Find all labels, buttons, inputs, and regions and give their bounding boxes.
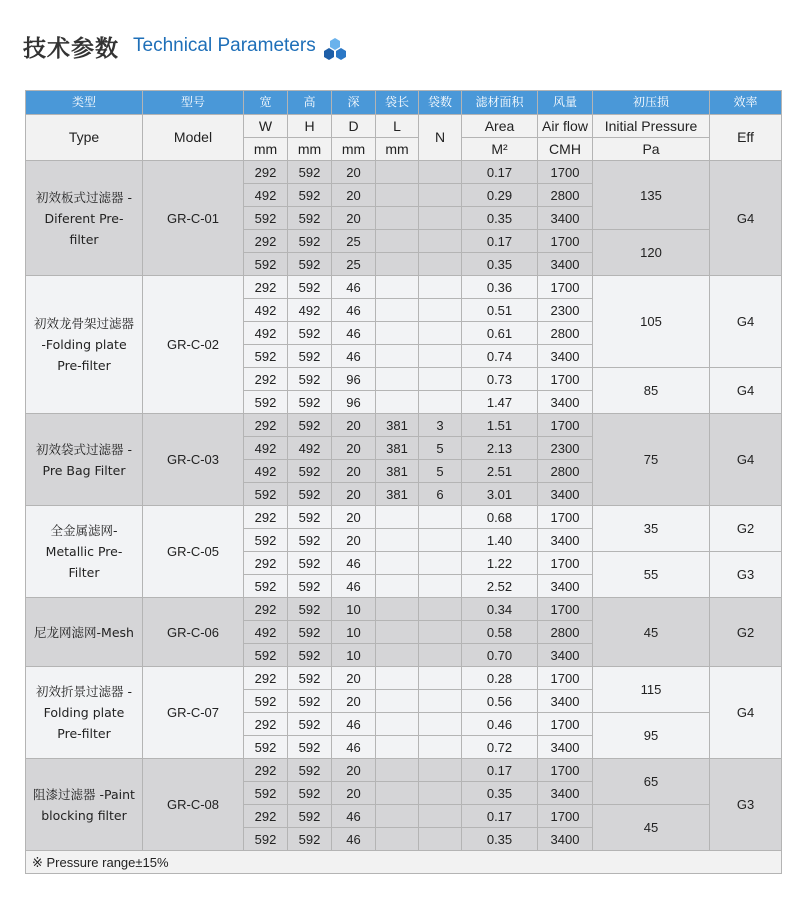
value-cell-area: 1.22 (462, 552, 538, 575)
value-cell-l (376, 621, 419, 644)
pressure-cell: 105 (593, 276, 710, 368)
col-header-cn: 效率 (710, 91, 782, 115)
value-cell-flow: 2800 (538, 460, 593, 483)
value-cell-w: 592 (244, 207, 288, 230)
value-cell-area: 0.74 (462, 345, 538, 368)
value-cell-d: 20 (332, 414, 376, 437)
value-cell-flow: 2800 (538, 322, 593, 345)
pressure-range-note: ※ Pressure range±15% (26, 851, 782, 874)
value-cell-area: 0.61 (462, 322, 538, 345)
value-cell-d: 96 (332, 368, 376, 391)
col-header-en: Air flow (538, 115, 593, 138)
value-cell-h: 592 (288, 230, 332, 253)
value-cell-l (376, 736, 419, 759)
value-cell-flow: 3400 (538, 483, 593, 506)
value-cell-n (419, 759, 462, 782)
value-cell-area: 0.68 (462, 506, 538, 529)
value-cell-w: 492 (244, 184, 288, 207)
value-cell-l (376, 759, 419, 782)
value-cell-h: 592 (288, 782, 332, 805)
pressure-cell: 115 (593, 667, 710, 713)
col-header-en: W (244, 115, 288, 138)
value-cell-h: 592 (288, 184, 332, 207)
value-cell-l (376, 667, 419, 690)
unit-cell: M² (462, 138, 538, 161)
value-cell-d: 20 (332, 782, 376, 805)
value-cell-n (419, 713, 462, 736)
value-cell-w: 592 (244, 736, 288, 759)
value-cell-n: 5 (419, 460, 462, 483)
col-header-cn: 袋长 (376, 91, 419, 115)
col-header-en: L (376, 115, 419, 138)
value-cell-w: 492 (244, 460, 288, 483)
value-cell-l: 381 (376, 414, 419, 437)
value-cell-area: 1.51 (462, 414, 538, 437)
value-cell-w: 292 (244, 598, 288, 621)
value-cell-h: 592 (288, 644, 332, 667)
value-cell-area: 0.34 (462, 598, 538, 621)
value-cell-h: 492 (288, 299, 332, 322)
value-cell-area: 0.29 (462, 184, 538, 207)
efficiency-cell: G3 (710, 552, 782, 598)
value-cell-n (419, 667, 462, 690)
value-cell-h: 592 (288, 621, 332, 644)
value-cell-l (376, 506, 419, 529)
page-title-cn: 技术参数 (23, 35, 119, 62)
value-cell-l (376, 391, 419, 414)
col-header-cn: 深 (332, 91, 376, 115)
value-cell-h: 592 (288, 529, 332, 552)
table-row (26, 276, 782, 299)
unit-cell: mm (244, 138, 288, 161)
value-cell-h: 592 (288, 345, 332, 368)
value-cell-area: 3.01 (462, 483, 538, 506)
value-cell-area: 0.58 (462, 621, 538, 644)
value-cell-n (419, 782, 462, 805)
value-cell-flow: 3400 (538, 253, 593, 276)
efficiency-cell: G3 (710, 759, 782, 851)
value-cell-flow: 1700 (538, 667, 593, 690)
value-cell-area: 0.35 (462, 207, 538, 230)
value-cell-l (376, 207, 419, 230)
value-cell-flow: 1700 (538, 805, 593, 828)
value-cell-flow: 3400 (538, 575, 593, 598)
col-header-cn: 高 (288, 91, 332, 115)
value-cell-area: 0.70 (462, 644, 538, 667)
value-cell-flow: 3400 (538, 736, 593, 759)
value-cell-flow: 1700 (538, 598, 593, 621)
value-cell-n (419, 575, 462, 598)
pressure-cell: 135 (593, 161, 710, 230)
value-cell-h: 592 (288, 759, 332, 782)
value-cell-area: 0.17 (462, 161, 538, 184)
value-cell-w: 592 (244, 529, 288, 552)
value-cell-l: 381 (376, 460, 419, 483)
value-cell-n (419, 736, 462, 759)
pressure-cell: 95 (593, 713, 710, 759)
value-cell-d: 20 (332, 667, 376, 690)
value-cell-flow: 3400 (538, 391, 593, 414)
pressure-cell: 55 (593, 552, 710, 598)
value-cell-h: 592 (288, 161, 332, 184)
value-cell-w: 292 (244, 414, 288, 437)
value-cell-flow: 1700 (538, 230, 593, 253)
col-header-cn: 袋数 (419, 91, 462, 115)
efficiency-cell: G4 (710, 414, 782, 506)
value-cell-flow: 2800 (538, 184, 593, 207)
value-cell-d: 25 (332, 230, 376, 253)
value-cell-w: 292 (244, 805, 288, 828)
value-cell-w: 292 (244, 230, 288, 253)
model-cell: GR-C-07 (143, 667, 244, 759)
value-cell-d: 10 (332, 598, 376, 621)
value-cell-w: 592 (244, 828, 288, 851)
value-cell-w: 492 (244, 621, 288, 644)
value-cell-l (376, 598, 419, 621)
pressure-cell: 85 (593, 368, 710, 414)
value-cell-area: 0.73 (462, 368, 538, 391)
value-cell-l: 381 (376, 483, 419, 506)
value-cell-n (419, 230, 462, 253)
value-cell-d: 46 (332, 713, 376, 736)
value-cell-area: 0.28 (462, 667, 538, 690)
value-cell-h: 592 (288, 598, 332, 621)
value-cell-flow: 1700 (538, 276, 593, 299)
value-cell-l (376, 299, 419, 322)
value-cell-h: 592 (288, 713, 332, 736)
value-cell-h: 592 (288, 575, 332, 598)
efficiency-cell: G2 (710, 506, 782, 552)
value-cell-l (376, 552, 419, 575)
value-cell-d: 20 (332, 529, 376, 552)
pressure-cell: 65 (593, 759, 710, 805)
col-header-en: Type (26, 115, 143, 161)
value-cell-area: 0.17 (462, 230, 538, 253)
col-header-cn: 风量 (538, 91, 593, 115)
value-cell-d: 20 (332, 483, 376, 506)
page-header (23, 28, 348, 64)
filter-type-cell: 尼龙网滤网-Mesh (26, 598, 143, 667)
value-cell-d: 46 (332, 322, 376, 345)
value-cell-flow: 1700 (538, 552, 593, 575)
value-cell-area: 0.56 (462, 690, 538, 713)
value-cell-l (376, 713, 419, 736)
value-cell-d: 46 (332, 299, 376, 322)
value-cell-area: 0.36 (462, 276, 538, 299)
value-cell-h: 592 (288, 460, 332, 483)
value-cell-w: 292 (244, 506, 288, 529)
page-title-en: Technical Parameters (133, 35, 316, 56)
filter-type-cell: 初效袋式过滤器 -Pre Bag Filter (26, 414, 143, 506)
unit-cell: Pa (593, 138, 710, 161)
value-cell-n (419, 345, 462, 368)
value-cell-d: 46 (332, 345, 376, 368)
value-cell-h: 492 (288, 437, 332, 460)
header-row-en (26, 115, 782, 138)
filter-type-cell: 全金属滤网-Metallic Pre-Filter (26, 506, 143, 598)
value-cell-n (419, 621, 462, 644)
value-cell-d: 46 (332, 276, 376, 299)
value-cell-d: 20 (332, 506, 376, 529)
value-cell-n: 5 (419, 437, 462, 460)
value-cell-d: 20 (332, 460, 376, 483)
value-cell-n (419, 184, 462, 207)
value-cell-area: 0.35 (462, 782, 538, 805)
value-cell-flow: 3400 (538, 207, 593, 230)
value-cell-h: 592 (288, 506, 332, 529)
value-cell-h: 592 (288, 368, 332, 391)
value-cell-l (376, 276, 419, 299)
value-cell-d: 46 (332, 575, 376, 598)
value-cell-w: 592 (244, 644, 288, 667)
value-cell-h: 592 (288, 828, 332, 851)
value-cell-flow: 2800 (538, 621, 593, 644)
value-cell-area: 2.51 (462, 460, 538, 483)
value-cell-n (419, 506, 462, 529)
value-cell-n: 6 (419, 483, 462, 506)
value-cell-l: 381 (376, 437, 419, 460)
unit-cell: mm (288, 138, 332, 161)
value-cell-d: 25 (332, 253, 376, 276)
value-cell-d: 46 (332, 828, 376, 851)
value-cell-n (419, 598, 462, 621)
value-cell-area: 0.35 (462, 828, 538, 851)
value-cell-flow: 1700 (538, 759, 593, 782)
value-cell-h: 592 (288, 414, 332, 437)
unit-cell: mm (376, 138, 419, 161)
value-cell-h: 592 (288, 322, 332, 345)
value-cell-area: 0.35 (462, 253, 538, 276)
value-cell-area: 0.72 (462, 736, 538, 759)
col-header-en: N (419, 115, 462, 161)
efficiency-cell: G4 (710, 276, 782, 368)
unit-cell: CMH (538, 138, 593, 161)
col-header-cn: 型号 (143, 91, 244, 115)
col-header-en: Initial Pressure (593, 115, 710, 138)
value-cell-l (376, 805, 419, 828)
value-cell-n (419, 299, 462, 322)
value-cell-w: 292 (244, 667, 288, 690)
value-cell-flow: 1700 (538, 368, 593, 391)
model-cell: GR-C-05 (143, 506, 244, 598)
pressure-cell: 120 (593, 230, 710, 276)
value-cell-area: 2.52 (462, 575, 538, 598)
value-cell-n (419, 368, 462, 391)
pressure-cell: 45 (593, 805, 710, 851)
model-cell: GR-C-03 (143, 414, 244, 506)
value-cell-h: 592 (288, 552, 332, 575)
header-row-cn (26, 91, 782, 115)
col-header-cn: 初压损 (593, 91, 710, 115)
value-cell-h: 592 (288, 276, 332, 299)
model-cell: GR-C-06 (143, 598, 244, 667)
note-row (26, 851, 782, 874)
value-cell-area: 0.46 (462, 713, 538, 736)
value-cell-w: 592 (244, 253, 288, 276)
value-cell-flow: 3400 (538, 782, 593, 805)
value-cell-flow: 3400 (538, 644, 593, 667)
value-cell-l (376, 575, 419, 598)
value-cell-d: 10 (332, 621, 376, 644)
filter-type-cell: 初效板式过滤器 -Diferent Pre-filter (26, 161, 143, 276)
value-cell-h: 592 (288, 736, 332, 759)
pressure-cell: 45 (593, 598, 710, 667)
pressure-cell: 35 (593, 506, 710, 552)
value-cell-n (419, 828, 462, 851)
col-header-en: H (288, 115, 332, 138)
value-cell-d: 10 (332, 644, 376, 667)
table-row (26, 667, 782, 690)
table-row (26, 161, 782, 184)
parameters-table (25, 90, 782, 874)
value-cell-d: 20 (332, 437, 376, 460)
value-cell-l (376, 782, 419, 805)
value-cell-flow: 3400 (538, 529, 593, 552)
value-cell-w: 292 (244, 161, 288, 184)
value-cell-n (419, 644, 462, 667)
value-cell-flow: 1700 (538, 713, 593, 736)
value-cell-d: 20 (332, 161, 376, 184)
value-cell-w: 592 (244, 782, 288, 805)
value-cell-w: 492 (244, 437, 288, 460)
value-cell-h: 592 (288, 391, 332, 414)
value-cell-flow: 1700 (538, 414, 593, 437)
filter-type-cell: 初效龙骨架过滤器 -Folding plate Pre-filter (26, 276, 143, 414)
value-cell-d: 46 (332, 805, 376, 828)
value-cell-l (376, 690, 419, 713)
col-header-cn: 类型 (26, 91, 143, 115)
value-cell-d: 46 (332, 736, 376, 759)
value-cell-flow: 1700 (538, 161, 593, 184)
value-cell-l (376, 253, 419, 276)
col-header-en: D (332, 115, 376, 138)
value-cell-n (419, 529, 462, 552)
value-cell-l (376, 161, 419, 184)
value-cell-n (419, 805, 462, 828)
value-cell-h: 592 (288, 690, 332, 713)
value-cell-area: 1.40 (462, 529, 538, 552)
value-cell-l (376, 368, 419, 391)
value-cell-w: 292 (244, 552, 288, 575)
value-cell-area: 0.17 (462, 759, 538, 782)
table-row (26, 598, 782, 621)
value-cell-n (419, 207, 462, 230)
efficiency-cell: G4 (710, 368, 782, 414)
value-cell-n (419, 253, 462, 276)
value-cell-d: 20 (332, 759, 376, 782)
unit-cell: mm (332, 138, 376, 161)
value-cell-h: 592 (288, 805, 332, 828)
value-cell-d: 20 (332, 690, 376, 713)
value-cell-n (419, 322, 462, 345)
value-cell-d: 46 (332, 552, 376, 575)
value-cell-n (419, 690, 462, 713)
filter-type-cell: 初效折景过滤器 -Folding plate Pre-filter (26, 667, 143, 759)
value-cell-flow: 3400 (538, 345, 593, 368)
col-header-en: Model (143, 115, 244, 161)
value-cell-w: 592 (244, 690, 288, 713)
model-cell: GR-C-01 (143, 161, 244, 276)
table-row (26, 506, 782, 529)
value-cell-w: 292 (244, 368, 288, 391)
value-cell-flow: 1700 (538, 506, 593, 529)
col-header-cn: 滤材面积 (462, 91, 538, 115)
value-cell-flow: 3400 (538, 690, 593, 713)
value-cell-h: 592 (288, 483, 332, 506)
value-cell-d: 20 (332, 207, 376, 230)
table-row (26, 759, 782, 782)
value-cell-flow: 2300 (538, 299, 593, 322)
value-cell-n (419, 161, 462, 184)
efficiency-cell: G2 (710, 598, 782, 667)
value-cell-w: 592 (244, 391, 288, 414)
value-cell-h: 592 (288, 667, 332, 690)
value-cell-d: 96 (332, 391, 376, 414)
pressure-cell: 75 (593, 414, 710, 506)
value-cell-l (376, 322, 419, 345)
value-cell-h: 592 (288, 253, 332, 276)
col-header-cn: 宽 (244, 91, 288, 115)
value-cell-w: 492 (244, 322, 288, 345)
value-cell-w: 492 (244, 299, 288, 322)
col-header-en: Eff (710, 115, 782, 161)
efficiency-cell: G4 (710, 667, 782, 759)
hexagon-cluster-icon (322, 37, 348, 66)
efficiency-cell: G4 (710, 161, 782, 276)
model-cell: GR-C-02 (143, 276, 244, 414)
value-cell-area: 1.47 (462, 391, 538, 414)
value-cell-flow: 2300 (538, 437, 593, 460)
value-cell-l (376, 828, 419, 851)
col-header-en: Area (462, 115, 538, 138)
value-cell-n: 3 (419, 414, 462, 437)
filter-type-cell: 阻漆过滤器 -Paint blocking filter (26, 759, 143, 851)
value-cell-area: 2.13 (462, 437, 538, 460)
value-cell-l (376, 184, 419, 207)
value-cell-n (419, 276, 462, 299)
table-row (26, 414, 782, 437)
value-cell-w: 592 (244, 483, 288, 506)
value-cell-w: 292 (244, 759, 288, 782)
value-cell-flow: 3400 (538, 828, 593, 851)
value-cell-w: 592 (244, 345, 288, 368)
value-cell-n (419, 552, 462, 575)
value-cell-l (376, 230, 419, 253)
value-cell-n (419, 391, 462, 414)
value-cell-area: 0.51 (462, 299, 538, 322)
value-cell-l (376, 529, 419, 552)
value-cell-d: 20 (332, 184, 376, 207)
value-cell-h: 592 (288, 207, 332, 230)
model-cell: GR-C-08 (143, 759, 244, 851)
value-cell-w: 292 (244, 276, 288, 299)
value-cell-l (376, 345, 419, 368)
value-cell-w: 592 (244, 575, 288, 598)
value-cell-area: 0.17 (462, 805, 538, 828)
value-cell-w: 292 (244, 713, 288, 736)
value-cell-l (376, 644, 419, 667)
